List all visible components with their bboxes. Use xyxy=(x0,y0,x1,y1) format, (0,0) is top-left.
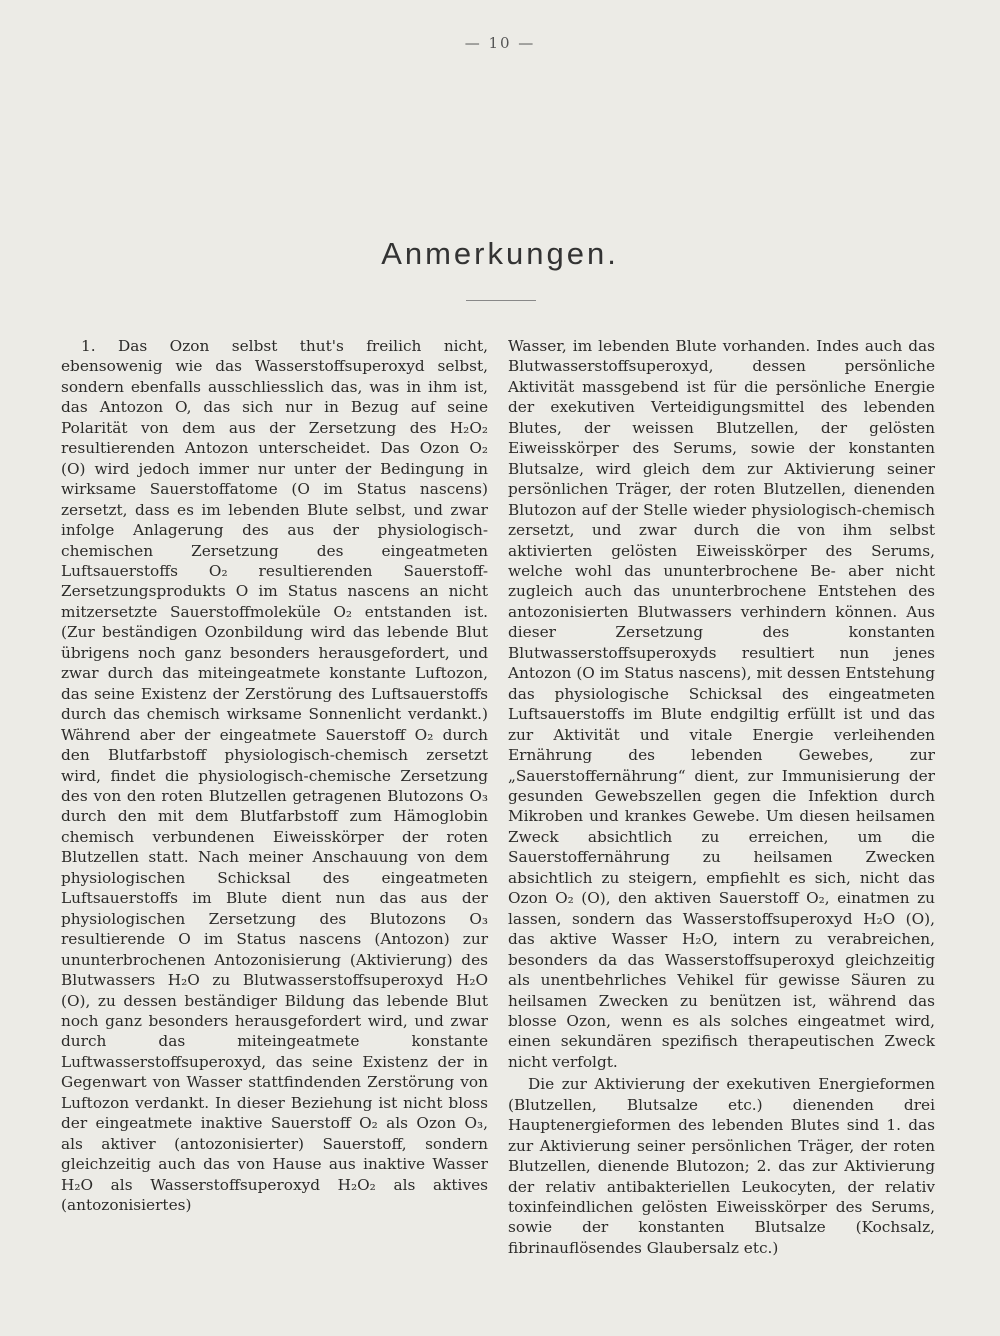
page-title: Anmerkungen. xyxy=(381,236,619,271)
left-paragraph-1: 1. Das Ozon selbst thut's freilich nicht, ebensowenig wie das Wasserstoffsuperoxyd selbst, sondern ebenfalls ausschliesslich das, was in ihm ist, das Antozon O, das sich nur in Bezug auf seine Polarität von dem aus der Zersetzung des H₂O₂ resultierenden Antozon unterscheidet. Das Ozon O₂ (O) wird jedoch immer nur unter der Bedingung in wirksame Sauerstoffatome (O im Status nascens) zersetzt, dass es im lebenden Blute selbst, und zwar infolge Anlagerung des aus der physiologisch-chemischen Zersetzung des eingeatmeten Luftsauerstoffs O₂ resultierenden Sauerstoff-Zersetzungsprodukts O im Status nascens an nicht mitzersetzte Sauerstoffmoleküle O₂ entstanden ist. (Zur beständigen Ozonbildung wird das lebende Blut übrigens noch ganz besonders herausgefordert, und zwar durch das miteingeatmete konstante Luftozon, das seine Existenz der Zerstörung des Luftsauerstoffs durch das chemisch wirksame Sonnenlicht verdankt.) Während aber der eingeatmete Sauerstoff O₂ durch den Blutfarbstoff physiologisch-chemisch zersetzt wird, findet die physiologisch-chemische Zersetzung des von den roten Blutzellen getragenen Blutozons O₃ durch den mit dem Blutfarbstoff zum Hämoglobin chemisch verbundenen Eiweisskörper der roten Blutzellen statt. Nach meiner Anschauung von dem physiologischen Schicksal des eingeatmeten Luftsauerstoffs im Blute dient nun das aus der physiologischen Zersetzung des Blutozons O₃ resultierende O im Status nascens (Antozon) zur ununterbrochenen Antozonisierung (Aktivierung) des Blutwassers H₂O zu Blutwasserstoffsuperoxyd H₂O (O), zu dessen beständiger Bildung das lebende Blut noch ganz besonders herausgefordert wird, und zwar durch das miteingeatmete konstante Luftwasserstoffsuperoxyd, das seine Existenz der in Gegenwart von Wasser stattfindenden Zerstörung von Luftozon verdankt. In dieser Beziehung ist nicht bloss der eingeatmete inaktive Sauerstoff O₂ als Ozon O₃, als aktiver (antozonisierter) Sauerstoff, sondern gleichzeitig auch das von Hause aus inaktive Wasser H₂O als Wasserstoffsuperoxyd H₂O₂ als aktives (antozonisiertes) xyxy=(61,337,488,1215)
right-column xyxy=(508,336,935,1258)
right-paragraph-1: Wasser, im lebenden Blute vorhanden. Indes auch das Blutwasserstoffsuperoxyd, dessen persönliche Aktivität massgebend ist für die persönliche Energie der exekutiven Verteidigungsmittel des lebenden Blutes, der weissen Blutzellen, der gelösten Eiweisskörper des Serums, sowie der konstanten Blutsalze, wird gleich dem zur Aktivierung seiner persönlichen Träger, der roten Blutzellen, dienenden Blutozon auf der Stelle wieder physiologisch-chemisch zersetzt, und zwar durch die von ihm selbst aktivierten gelösten Eiweisskörper des Serums, welche wohl das ununterbrochene Be- aber nicht zugleich auch das ununterbrochene Entstehen des antozonisierten Blutwassers verhindern können. Aus dieser Zersetzung des konstanten Blutwasserstoffsuperoxyds resultiert nun jenes Antozon (O im Status nascens), mit dessen Entstehung das physiologische Schicksal des eingeatmeten Luftsauerstoffs im Blute endgiltig erfüllt ist und das zur Aktivität und vitale Energie verleihenden Ernährung des lebenden Gewebes, zur „Sauerstoffernährung“ dient, zur Immunisierung der gesunden Gewebszellen gegen die Infektion durch Mikroben und krankes Gewebe. Um diesen heilsamen Zweck absichtlich zu erreichen, um die Sauerstoffernährung zu heilsamen Zwecken absichtlich zu steigern, empfiehlt es sich, nicht das Ozon O₂ (O), den aktiven Sauerstoff O₂, einatmen zu lassen, sondern das Wasserstoffsuperoxyd H₂O (O), das aktive Wasser H₂O, intern zu verabreichen, besonders da das Wasserstoffsuperoxyd gleichzeitig als unentbehrliches Vehikel für gewisse Säuren zu heilsamen Zwecken zu benützen ist, während das blosse Ozon, wenn es als solches eingeatmet wird, einen sekundären spezifisch therapeutischen Zweck nicht verfolgt. xyxy=(508,337,935,1071)
page-number: — 10 — xyxy=(464,34,536,52)
right-paragraph-2: Die zur Aktivierung der exekutiven Energieformen (Blutzellen, Blutsalze etc.) dienenden drei Hauptenergieformen des lebenden Blutes sind 1. das zur Aktivierung seiner persönlichen Träger, der roten Blutzellen, dienende Blutozon; 2. das zur Aktivierung der relativ antibakteriellen Leukocyten, der relativ toxinfeindlichen gelösten Eiweisskörper des Serums, sowie der konstanten Blutsalze (Kochsalz, fibrinauflösendes Glaubersalz etc.) xyxy=(508,1075,935,1257)
title-divider xyxy=(466,300,536,301)
left-column xyxy=(61,336,488,1215)
